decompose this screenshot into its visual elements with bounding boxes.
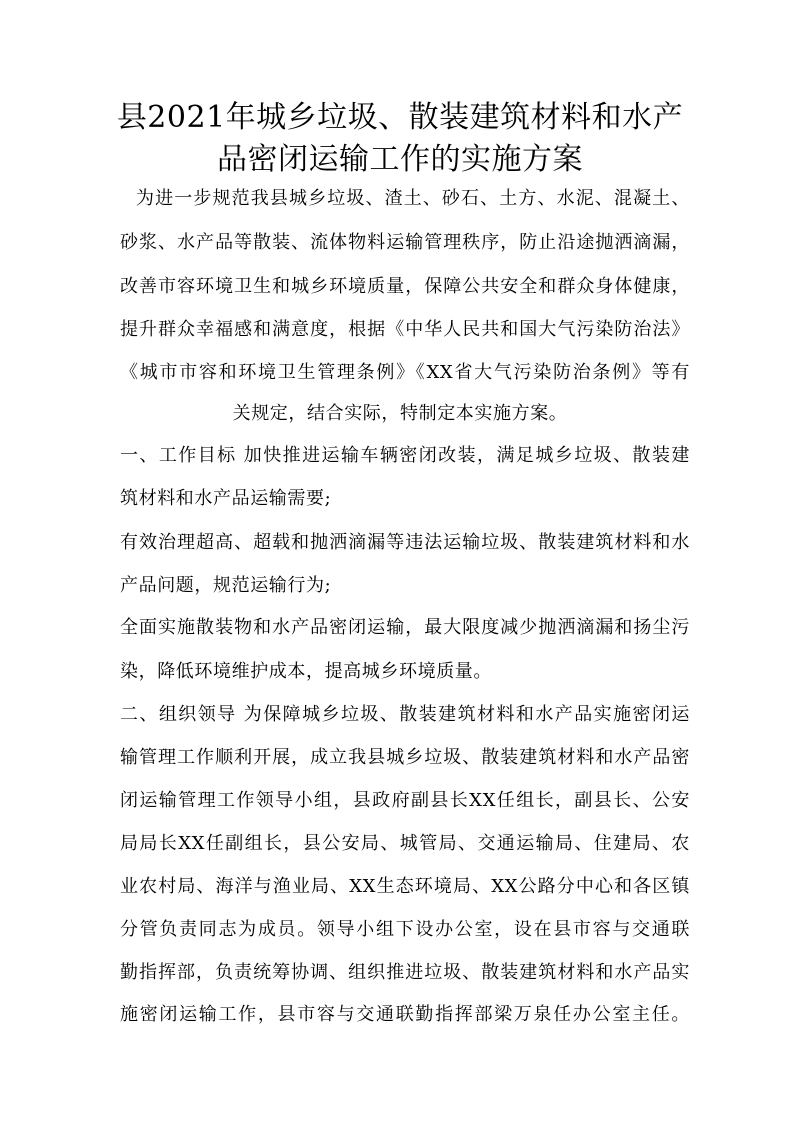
section-2-line-4: 局局长XX任副组长，县公安局、城管局、交通运输局、住建局、农 [120,833,690,854]
intro-line-4: 提升群众幸福感和满意度，根据《中华人民共和国大气污染防治法》 [120,319,690,340]
intro-line-1: 为进一步规范我县城乡垃圾、渣土、砂石、土方、水泥、混凝土、 [136,188,690,209]
intro-line-5: 《城市市容和环境卫生管理条例》《XX省大气污染防治条例》等有 [120,362,690,383]
section-1-line-4: 产品问题，规范运输行为; [120,575,332,596]
document-title-line-2: 品密闭运输工作的实施方案 [217,142,583,177]
section-2-line-7: 勤指挥部，负责统筹协调、组织推进垃圾、散装建筑材料和水产品实 [120,962,690,983]
intro-line-3: 改善市容环境卫生和城乡环境质量，保障公共安全和群众身体健康， [120,276,690,297]
section-1-line-5: 全面实施散装物和水产品密闭运输，最大限度减少抛洒滴漏和扬尘污 [120,617,690,638]
section-2-line-3: 闭运输管理工作领导小组，县政府副县长XX任组长，副县长、公安 [120,790,690,811]
section-2-line-2: 输管理工作顺利开展，成立我县城乡垃圾、散装建筑材料和水产品密 [120,747,690,768]
intro-line-6: 关规定，结合实际，特制定本实施方案。 [232,403,568,424]
intro-line-2: 砂浆、水产品等散装、流体物料运输管理秩序，防止沿途抛洒滴漏， [120,232,690,253]
section-2-line-5: 业农村局、海洋与渔业局、XX生态环境局、XX公路分中心和各区镇 [120,876,690,897]
section-1-line-3: 有效治理超高、超载和抛洒滴漏等违法运输垃圾、散装建筑材料和水 [120,532,690,553]
section-1-line-6: 染，降低环境维护成本，提高城乡环境质量。 [120,661,492,682]
section-2-line-8: 施密闭运输工作，县市容与交通联勤指挥部梁万泉任办公室主任。 [120,1004,690,1025]
document-title-line-1: 县2021年城乡垃圾、散装建筑材料和水产 [116,100,684,135]
section-2-heading-line: 二、组织领导 为保障城乡垃圾、散装建筑材料和水产品实施密闭运 [120,704,690,725]
section-1-line-2: 筑材料和水产品运输需要; [120,488,332,509]
section-1-heading-line: 一、工作目标 加快推进运输车辆密闭改装，满足城乡垃圾、散装建 [120,445,690,466]
section-2-line-6: 分管负责同志为成员。领导小组下设办公室，设在县市容与交通联 [120,919,690,940]
